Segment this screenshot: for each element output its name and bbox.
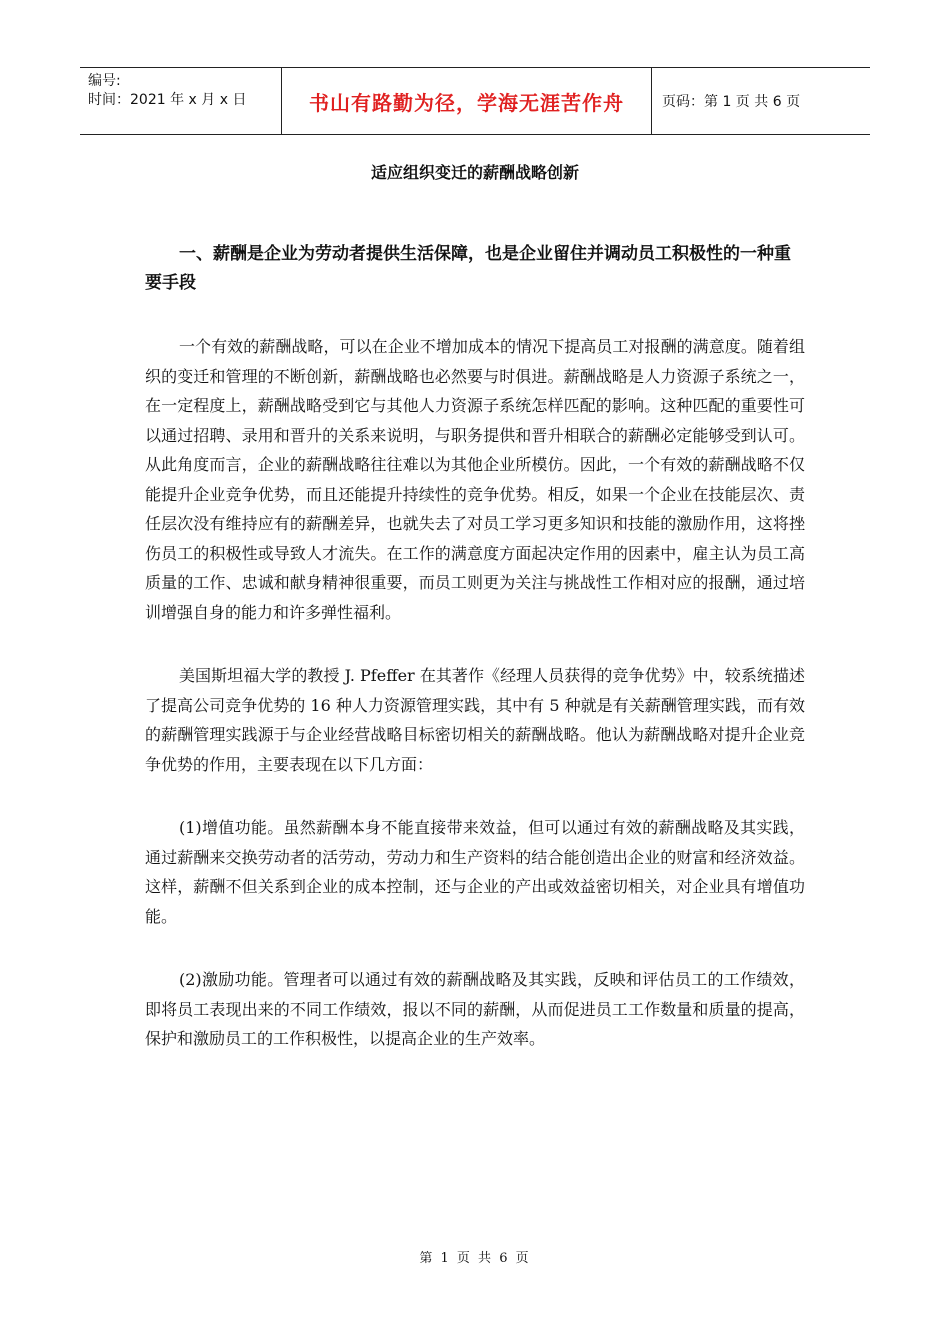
document-body	[145, 240, 805, 1054]
header-page-info: 页码：第 1 页 共 6 页	[662, 94, 801, 110]
date-text: 时间：2021 年 x 月 x 日	[88, 92, 247, 108]
paragraph-2: 美国斯坦福大学的教授 J. Pfeffer 在其著作《经理人员获得的竞争优势》中，较系统描述了提高公司竞争优势的 16 种人力资源管理实践，其中有 5 种就是有关薪酬管理实践，而有效的薪酬管理实践源于与企业经营战略目标密切相关的薪酬战略。他认为薪酬战略对提升企业竞争优势的作用，主要表现在以下几方面：	[145, 666, 805, 774]
paragraph-4: (2)激励功能。管理者可以通过有效的薪酬战略及其实践，反映和评估员工的工作绩效，即将员工表现出来的不同工作绩效，报以不同的薪酬，从而促进员工工作数量和质量的提高，保护和激励员工的工作积极性，以提高企业的生产效率。	[145, 970, 805, 1048]
header-motto-cell	[282, 68, 652, 134]
page-footer: 第 1 页 共 6 页	[419, 1251, 531, 1266]
paragraph-1: 一个有效的薪酬战略，可以在企业不增加成本的情况下提高员工对报酬的满意度。随着组织的变迁和管理的不断创新，薪酬战略也必然要与时俱进。薪酬战略是人力资源子系统之一，在一定程度上，薪酬战略受到它与其他人力资源子系统怎样匹配的影响。这种匹配的重要性可以通过招聘、录用和晋升的关系来说明，与职务提供和晋升相联合的薪酬必定能够受到认可。从此角度而言，企业的薪酬战略往往难以为其他企业所模仿。因此，一个有效的薪酬战略不仅能提升企业竞争优势，而且还能提升持续性的竞争优势。相反，如果一个企业在技能层次、责任层次没有维持应有的薪酬差异，也就失去了对员工学习更多知识和技能的激励作用，这将挫伤员工的积极性或导致人才流失。在工作的满意度方面起决定作用的因素中，雇主认为员工高质量的工作、忠诚和献身精神很重要，而员工则更为关注与挑战性工作相对应的报酬，通过培训增强自身的能力和许多弹性福利。	[145, 337, 805, 622]
header-table	[80, 67, 870, 135]
paragraph-3: (1)增值功能。虽然薪酬本身不能直接带来效益，但可以通过有效的薪酬战略及其实践，通过薪酬来交换劳动者的活劳动，劳动力和生产资料的结合能创造出企业的财富和经济效益。这样，薪酬不但关系到企业的成本控制，还与企业的产出或效益密切相关，对企业具有增值功能。	[145, 818, 805, 926]
section-heading: 一、薪酬是企业为劳动者提供生活保障，也是企业留住并调动员工积极性的一种重要手段	[145, 244, 791, 293]
number-label: 编号:	[88, 73, 121, 89]
header-page-cell	[652, 68, 870, 134]
header-motto: 书山有路勤为径，学海无涯苦作舟	[309, 90, 624, 115]
document-title: 适应组织变迁的薪酬战略创新	[370, 163, 579, 182]
header-left-cell	[80, 68, 282, 134]
